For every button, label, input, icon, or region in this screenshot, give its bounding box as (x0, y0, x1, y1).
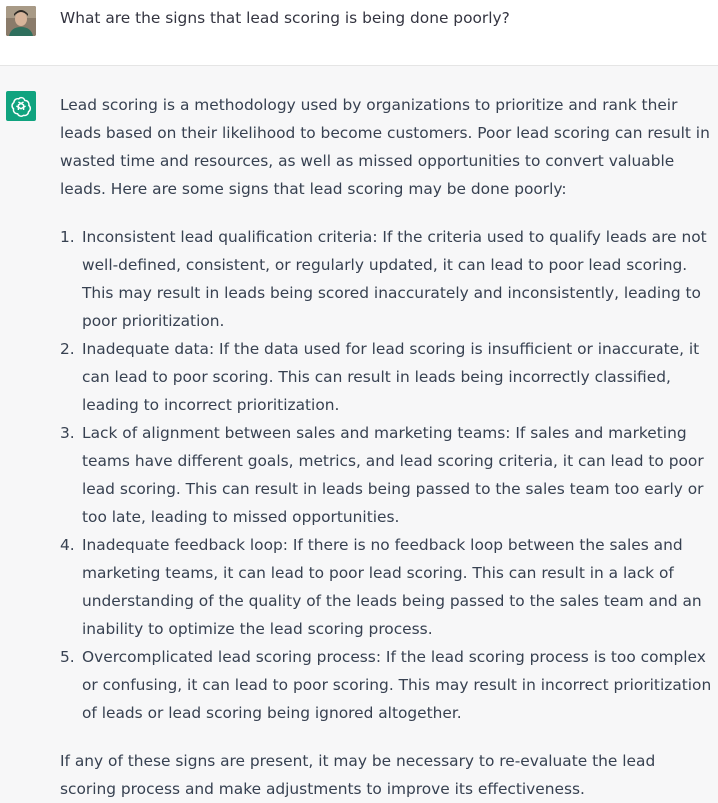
user-message-row (0, 0, 718, 66)
assistant-message-row (0, 66, 718, 798)
list-item (60, 335, 716, 419)
list-item-text: Overcomplicated lead scoring process: If the lead scoring process is too complex or confusing, it can lead to poor scoring. This may result in incorrect prioritization of leads or lead scoring being ignored altogether. (82, 648, 712, 722)
list-item-text: Lack of alignment between sales and marketing teams: If sales and marketing teams have different goals, metrics, and lead scoring criteria, it can lead to poor lead scoring. This can result in leads being passed to the sales team too early or too late, leading to missed opportunities. (82, 424, 704, 526)
user-avatar (6, 6, 36, 36)
list-item-number: 3. (60, 424, 75, 442)
signs-list (60, 223, 716, 727)
list-item-number: 1. (60, 228, 75, 246)
list-item (60, 223, 716, 335)
user-photo-avatar-icon (6, 6, 36, 36)
openai-logo-icon (10, 95, 32, 117)
answer-intro: Lead scoring is a methodology used by organizations to prioritize and rank their leads based on their likelihood to become customers. Poor lead scoring can result in wasted time and resources, as well as missed opportunities to convert valuable leads. Here are some signs that lead scoring may be done poorly: (60, 96, 710, 198)
list-item-number: 4. (60, 536, 75, 554)
answer-conclusion: If any of these signs are present, it may be necessary to re-evaluate the lead scoring process and make adjustments to improve its effectiveness. (60, 752, 656, 798)
list-item-number: 5. (60, 648, 75, 666)
assistant-avatar (6, 91, 36, 121)
user-message-text: What are the signs that lead scoring is being done poorly? (60, 9, 510, 27)
list-item-text: Inconsistent lead qualification criteria: If the criteria used to qualify leads are not well-defined, consistent, or regularly updated, it can lead to poor lead scoring. This may result in leads being scored inaccurately and inconsistently, leading to poor prioritization. (82, 228, 707, 330)
assistant-answer (60, 91, 716, 803)
list-item-number: 2. (60, 340, 75, 358)
list-item (60, 643, 716, 727)
list-item-text: Inadequate data: If the data used for lead scoring is insufficient or inaccurate, it can lead to poor scoring. This can result in leads being incorrectly classified, leading to incorrect prioritization. (82, 340, 700, 414)
list-item (60, 419, 716, 531)
list-item-text: Inadequate feedback loop: If there is no feedback loop between the sales and marketing teams, it can lead to poor lead scoring. This can result in a lack of understanding of the quality of the leads being passed to the sales team and an inability to optimize the lead scoring process. (82, 536, 702, 638)
list-item (60, 531, 716, 643)
